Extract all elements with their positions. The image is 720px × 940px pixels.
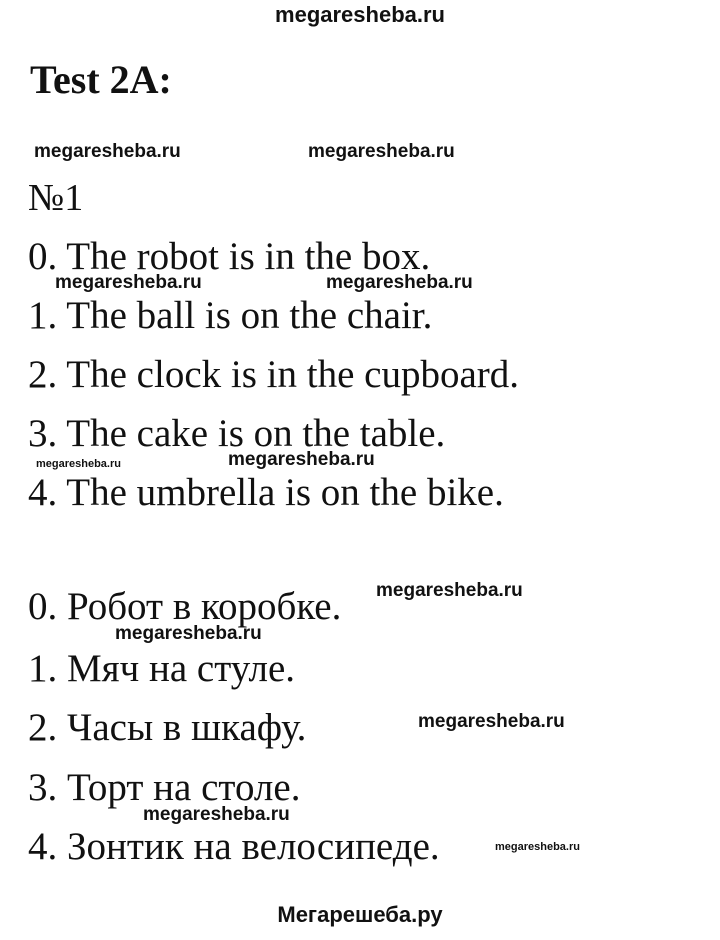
watermark: megaresheba.ru xyxy=(495,841,580,853)
site-footer: Мегарешеба.ру xyxy=(277,902,443,927)
exercise-number: №1 xyxy=(28,177,84,219)
watermark: megaresheba.ru xyxy=(308,141,455,162)
english-sentence-4: 4. The umbrella is on the bike. xyxy=(28,471,504,514)
russian-sentence-2: 2. Часы в шкафу. xyxy=(28,706,307,749)
english-sentence-0: 0. The robot is in the box. xyxy=(28,235,431,278)
watermark: megaresheba.ru xyxy=(418,711,565,732)
site-header-watermark: megaresheba.ru xyxy=(275,2,445,27)
russian-sentence-1: 1. Мяч на стуле. xyxy=(28,647,296,690)
russian-sentence-3: 3. Торт на столе. xyxy=(28,766,301,809)
russian-sentence-4: 4. Зонтик на велосипеде. xyxy=(28,825,440,868)
watermark: megaresheba.ru xyxy=(34,141,181,162)
watermark: megaresheba.ru xyxy=(326,272,473,293)
watermark: megaresheba.ru xyxy=(376,580,523,601)
russian-sentence-0: 0. Робот в коробке. xyxy=(28,585,342,628)
watermark: megaresheba.ru xyxy=(143,804,290,825)
english-sentence-2: 2. The clock is in the cupboard. xyxy=(28,353,519,396)
page-title: Test 2A: xyxy=(30,57,172,102)
watermark: megaresheba.ru xyxy=(228,449,375,470)
watermark: megaresheba.ru xyxy=(55,272,202,293)
watermark: megaresheba.ru xyxy=(36,458,121,470)
watermark: megaresheba.ru xyxy=(115,623,262,644)
english-sentence-1: 1. The ball is on the chair. xyxy=(28,294,433,337)
english-sentence-3: 3. The cake is on the table. xyxy=(28,412,446,455)
